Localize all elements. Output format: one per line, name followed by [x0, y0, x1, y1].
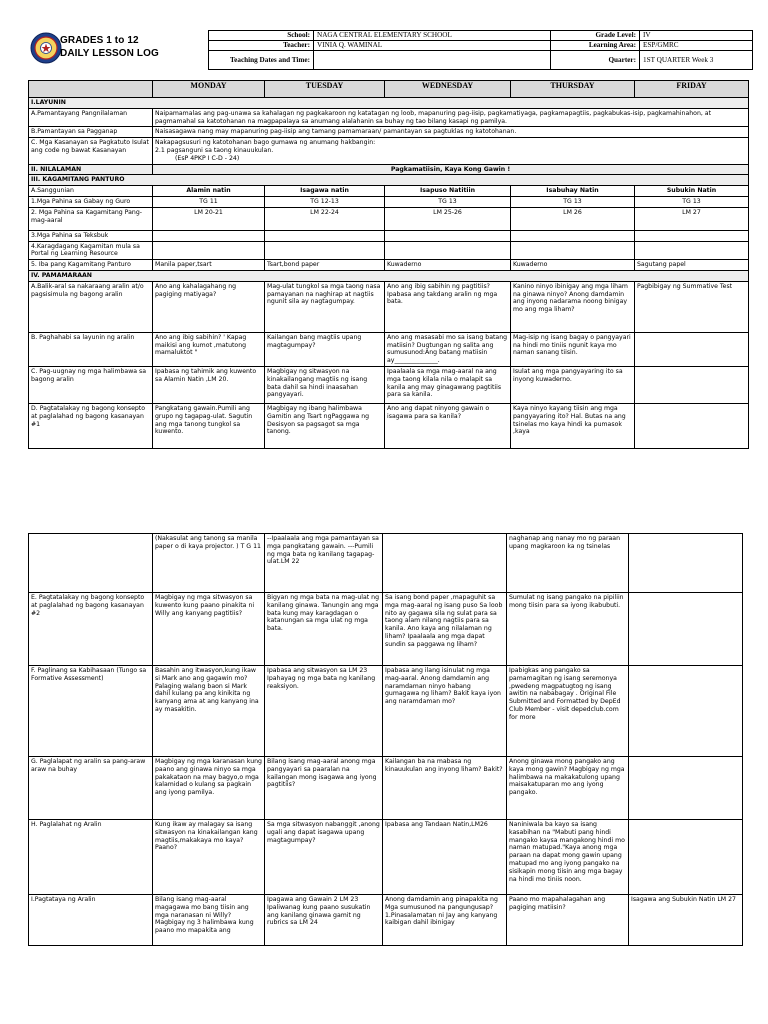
sanggunian-monday: Alamin natin: [153, 186, 265, 197]
procedure-cell-friday: Pagbibigay ng Summative Test: [635, 281, 749, 332]
procedure-row: [29, 281, 749, 332]
procedure-cell-thursday: Kanino ninyo ibinigay ang mga liham na ginawa ninyo? Anong damdamin ang inyong nadarama noong binigay mo ang mga liham?: [511, 281, 635, 332]
section-kagamitan-label: III. KAGAMITANG PANTURO: [29, 175, 749, 186]
procedure-row: [29, 534, 743, 593]
teacher-value: VINIA Q. WAMINAL: [314, 41, 551, 51]
teksbuk-cell: [635, 230, 749, 241]
sanggunian-thursday: Isabuhay Natin: [511, 186, 635, 197]
procedure-cell-tuesday: Bigyan ng mga bata na mag-ulat ng kanilang ginawa. Tanungin ang mga bata kung may karagdagan o katanungan sa mga ulat ng mga bata.: [265, 593, 383, 666]
day-header-row: [29, 81, 749, 98]
procedure-cell-monday: Ipabasa ng tahimik ang kuwento sa Alamin Natin ,LM 20.: [153, 366, 265, 403]
title-box: [24, 30, 232, 72]
title-line-1: GRADES 1 to 12: [60, 35, 139, 46]
gabay-tuesday: TG 12-13: [265, 196, 385, 207]
procedure-cell-wednesday: Ano ang dapat ninyong gawain o isagawa para sa kanila?: [385, 403, 511, 448]
gabay-thursday: TG 13: [511, 196, 635, 207]
procedure-cell-tuesday: Mag-ulat tungkol sa mga taong nasa pamayanan na naghirap at nagtiis ngunit sila ay nagtagumpay.: [265, 281, 385, 332]
day-friday: FRIDAY: [635, 81, 749, 98]
procedure-cell-monday: Ano ang ibig sabihin? ' Kapag maikisi ang kumot ,matutong mamaluktot ": [153, 332, 265, 366]
procedure-cell-friday: [635, 403, 749, 448]
procedure-cell-friday: [635, 332, 749, 366]
iba-friday: Sagutang papel: [635, 260, 749, 271]
procedure-row-label: C. Pag-uugnay ng mga halimbawa sa bagong aralin: [29, 366, 153, 403]
procedure-row: [29, 895, 743, 946]
procedure-row: [29, 366, 749, 403]
dates-value: [314, 51, 551, 70]
teksbuk-cell: [153, 230, 265, 241]
procedure-cell-wednesday: Ano ang ibig sabihin ng pagtitiis? Ipabasa ang takdang aralin ng mga bata.: [385, 281, 511, 332]
row-sanggunian: [29, 186, 749, 197]
area-label: Learning Area:: [551, 41, 640, 51]
procedure-cell-tuesday: Magbigay ng ibang halimbawa Gamitin ang Tsart ngPaggawa ng Desisyon sa pagsagot sa mga tanong.: [265, 403, 385, 448]
row-label: C. Mga Kasanayan sa Pagkatuto Isulat ang code ng bawat Kasanayan: [29, 138, 153, 164]
day-header-blank: [29, 81, 153, 98]
procedure-row: [29, 666, 743, 757]
procedure-cell-tuesday: Kailangan bang magtiis upang magtagumpay?: [265, 332, 385, 366]
sanggunian-tuesday: Isagawa natin: [265, 186, 385, 197]
procedure-cell-tuesday: Bilang isang mag-aaral anong mga pangyayari sa paaralan na kailangan mong isagawa ang iyong pagtitiis?: [265, 757, 383, 820]
deped-seal-icon: [30, 32, 62, 64]
teksbuk-cell: [265, 230, 385, 241]
procedure-row: [29, 820, 743, 895]
section-kagamitan: [29, 175, 749, 186]
kasanayan-line-2: 2.1 pagsanguni sa taong kinauukulan.: [155, 146, 274, 154]
procedure-cell-monday: Pangkatang gawain.Pumili ang grupo ng tagapag-ulat. Sagutin ang mga tanong tungkol sa kuwento.: [153, 403, 265, 448]
sanggunian-friday: Subukin Natin: [635, 186, 749, 197]
row-label: 2. Mga Pahina sa Kagamitang Pang-mag-aaral: [29, 207, 153, 230]
procedure-row-label: B. Paghahabi sa layunin ng aralin: [29, 332, 153, 366]
title-line-2: DAILY LESSON LOG: [60, 48, 159, 59]
procedure-cell-tuesday: --Ipaalaala ang mga pamantayan sa mga pangkatang gawain. ---Pumili ng mga bata ng kanilang tagapag-ulat.LM 22: [265, 534, 383, 593]
karagdagang-cell: [265, 241, 385, 260]
gabay-friday: TG 13: [635, 196, 749, 207]
procedure-cell-wednesday: Kailangan ba na mabasa ng kinauukulan ang inyong liham? Bakit?: [383, 757, 507, 820]
area-value: ESP/GMRC: [640, 41, 753, 51]
procedure-cell-wednesday: Sa isang bond paper ,mapaguhit sa mga mag-aaral ng isang puso Sa loob nito ay gagawa sila ng sulat para sa taong alam nilang nagtiis para sa kanila. Ano kaya ang nilalaman ng liham? Ipaalaala ang mga dapat sundin sa paggawa ng liham?: [383, 593, 507, 666]
procedure-cell-wednesday: Ipabasa ang Tandaan Natin,LM26: [383, 820, 507, 895]
grade-label: Grade Level:: [551, 31, 640, 41]
kagamitang-friday: LM 27: [635, 207, 749, 230]
procedure-cell-tuesday: Sa mga sitwasyon nabanggit ,anong ugali ang dapat isagawa upang magtagumpay?: [265, 820, 383, 895]
row-label: 3.Mga Pahina sa Teksbuk: [29, 230, 153, 241]
karagdagang-cell: [385, 241, 511, 260]
procedure-row-label: D. Pagtatalakay ng bagong konsepto at paglalahad ng bagong kasanayan #1: [29, 403, 153, 448]
info-table: [208, 30, 753, 70]
row-pagganap: [29, 127, 749, 138]
row-content: Naisasagawa nang may mapanuring pag-iisip ang tamang pamamaraan/ pamantayan sa pagtuklas ng katotohanan.: [153, 127, 749, 138]
section-layunin: [29, 98, 749, 109]
procedure-cell-thursday: Anong ginawa mong pangako ang kaya mong gawin? Magbigay ng mga halimbawa na makakatulong upang maisakatuparan mo ang iyong pangako.: [507, 757, 629, 820]
procedure-cell-tuesday: Ipagawa ang Gawain 2 LM 23 Ipaliwanag kung paano susukatin ang kanilang ginawa gamit ng rubrics sa LM 24: [265, 895, 383, 946]
procedure-cell-wednesday: Ipaalaala sa mga mag-aaral na ang mga taong kilala nila o malapit sa kanila ang may ginagawang pagtitiis para sa kanila.: [385, 366, 511, 403]
procedure-cell-thursday: Sumulat ng isang pangako na pipiliin mong tiisin para sa iyong ikabubuti.: [507, 593, 629, 666]
procedure-cell-thursday: Kaya ninyo kayang tiisin ang mga pangyayaring ito? Hal. Butas na ang tsinelas mo kaya hindi ka pumasok ,kaya: [511, 403, 635, 448]
iba-wednesday: Kuwaderno: [385, 260, 511, 271]
row-label: 5. Iba pang Kagamitang Panturo: [29, 260, 153, 271]
row-iba: [29, 260, 749, 271]
procedure-cell-monday: Basahin ang itwasyon,kung ikaw si Mark ano ang gagawin mo? Palaging walang baon si Mark dahil kulang pa ang kinikita ng kanyang ama at ang kanyang ina ay masakitin.: [153, 666, 265, 757]
procedure-cell-tuesday: Magbigay ng sitwasyon na kinakailangang magtiis ng isang bata dahil sa hindi inaasahan pangyayari.: [265, 366, 385, 403]
procedure-cell-monday: Magbigay ng mga sitwasyon sa kuwento kung paano pinakita ni Willy ang kanyang pagtitiis?: [153, 593, 265, 666]
procedure-cell-monday: Kung ikaw ay malagay sa isang sitwasyon na kinakailangan kang magtiis,makakaya mo kaya?Paano?: [153, 820, 265, 895]
kagamitang-wednesday: LM 25-26: [385, 207, 511, 230]
iba-tuesday: Tsart,bond paper: [265, 260, 385, 271]
school-label: School:: [209, 31, 314, 41]
row-kagamitang: [29, 207, 749, 230]
procedure-row-label: G. Paglalapat ng aralin sa pang-araw araw na buhay: [29, 757, 153, 820]
procedure-cell-friday: [629, 820, 743, 895]
section-pamamaraan: [29, 270, 749, 281]
procedure-cell-monday: (Nakasulat ang tanong sa manila paper o di kaya projector. ) T G 11: [153, 534, 265, 593]
procedure-cell-tuesday: Ipabasa ang sitwasyon sa LM 23 Ipahayag ng mga bata ng kanilang reaksiyon.: [265, 666, 383, 757]
row-content: [153, 138, 749, 164]
kagamitang-monday: LM 20-21: [153, 207, 265, 230]
sanggunian-wednesday: Isapuso Natitiin: [385, 186, 511, 197]
teksbuk-cell: [385, 230, 511, 241]
procedure-rows-page-2: [29, 534, 743, 946]
procedure-cell-monday: Ano ang kahalagahang ng pagiging matiyaga?: [153, 281, 265, 332]
procedure-row-label: A.Balik-aral sa nakaraang aralin at/o pagsisimula ng bagong aralin: [29, 281, 153, 332]
section-pamamaraan-label: IV. PAMAMARAAN: [29, 270, 749, 281]
procedure-cell-friday: [629, 757, 743, 820]
kagamitang-thursday: LM 26: [511, 207, 635, 230]
grade-value: IV: [640, 31, 753, 41]
karagdagang-cell: [153, 241, 265, 260]
dates-label: Teaching Dates and Time:: [209, 51, 314, 70]
karagdagang-cell: [511, 241, 635, 260]
row-teksbuk: [29, 230, 749, 241]
procedure-cell-wednesday: Ano ang masasabi mo sa isang batang matiisin? Dugtungan ng salita ang sumusunod:Ang batang matiisin ay______________.: [385, 332, 511, 366]
procedure-cell-friday: Isagawa ang Subukin Natin LM 27: [629, 895, 743, 946]
procedure-row-label: [29, 534, 153, 593]
row-label: II. NILALAMAN: [29, 164, 153, 175]
procedure-cell-monday: Magbigay ng mga karanasan kung paano ang ginawa ninyo sa mga pakakataon na may bagyo,o mga kalamidad o kulang sa pagkain ang iyong pamilya.: [153, 757, 265, 820]
gabay-monday: TG 11: [153, 196, 265, 207]
procedure-cell-thursday: Ipabigkas ang pangako sa pamamagitan ng isang seremonya ,pwedeng magpatugtog ng isang awitin na nababagay . Original File Submitted and Formatted by DepEd Club Member - visit depedclub.com for more: [507, 666, 629, 757]
row-gabay: [29, 196, 749, 207]
row-karagdagang: [29, 241, 749, 260]
row-label: A.Pamantayang Pangnilalaman: [29, 108, 153, 127]
day-tuesday: TUESDAY: [265, 81, 385, 98]
procedure-cell-wednesday: [383, 534, 507, 593]
procedure-cell-wednesday: Anong damdamin ang pinapakita ng Mga sumusunod na pangungusap? 1.Pinasalamatan ni Jay ang kanyang kaibigan dahil ibinigay: [383, 895, 507, 946]
lesson-table-page-2: [28, 533, 743, 946]
karagdagang-cell: [635, 241, 749, 260]
teacher-label: Teacher:: [209, 41, 314, 51]
procedure-cell-thursday: Paano mo mapahalagahan ang pagiging matiisin?: [507, 895, 629, 946]
teksbuk-cell: [511, 230, 635, 241]
school-value: NAGA CENTRAL ELEMENTARY SCHOOL: [314, 31, 551, 41]
day-wednesday: WEDNESDAY: [385, 81, 511, 98]
day-thursday: THURSDAY: [511, 81, 635, 98]
day-monday: MONDAY: [153, 81, 265, 98]
procedure-cell-thursday: Naniniwala ba kayo sa isang kasabihan na "Mabuti pang hindi mangako kaysa mangakong hindi mo naman matupad."Kaya anong mga paraan na dapat mong gawin upang matupad mo ang iyong pangako na sisikapin mong tiisin ang mga bagay na hindi mo tiniis noon.: [507, 820, 629, 895]
row-content: Naipamamalas ang pag-unawa sa kahalagan ng pagkakaroon ng katatagan ng loob, mapanuring pag-iisip, pagkamatiyaga, pagkamapagtiis, pagkabukas-isip, pagkamahinahon, at pagmamahal sa katotohanan na magpapalaya sa anumang alalahanin sa buhay ng tao bilang kasapi ng pamilya.: [153, 108, 749, 127]
procedure-cell-thursday: Mag-isip ng isang bagay o pangyayari na hindi mo tiniis ngunit kaya mo naman sanang tiisin.: [511, 332, 635, 366]
iba-thursday: Kuwaderno: [511, 260, 635, 271]
procedure-cell-monday: Bilang isang mag-aaral magagawa mo bang tiisin ang mga naranasan ni Willy? Magbigay ng 3 halimbawa kung paano mo mapakita ang: [153, 895, 265, 946]
procedure-row: [29, 757, 743, 820]
procedure-cell-friday: [629, 593, 743, 666]
row-label: B.Pamantayan sa Pagganap: [29, 127, 153, 138]
nilalaman-topic: Pagkamatiisin, Kaya Kong Gawin !: [153, 164, 749, 175]
procedure-row-label: H. Paglalahat ng Aralin: [29, 820, 153, 895]
kasanayan-line-1: Nakapagsusuri ng katotohanan bago gumawa ng anumang hakbangin:: [155, 139, 376, 147]
procedure-row: [29, 593, 743, 666]
procedure-cell-friday: [629, 666, 743, 757]
procedure-cell-wednesday: Ipabasa ang ilang isinulat ng mga mag-aaral. Anong damdamin ang naramdaman ninyo habang gumagawa ng liham? Bakit kaya iyon ang naramdaman mo?: [383, 666, 507, 757]
row-label: A.Sanggunian: [29, 186, 153, 197]
quarter-value: 1ST QUARTER Week 3: [640, 51, 753, 70]
procedure-row-label: E. Pagtatalakay ng bagong konsepto at paglalahad ng bagong kasanayan #2: [29, 593, 153, 666]
row-pamantayang-pangnilalaman: [29, 108, 749, 127]
quarter-label: Quarter:: [551, 51, 640, 70]
kasanayan-code: (EsP 4PKP I C-D - 24): [175, 154, 240, 162]
procedure-cell-thursday: naghanap ang nanay mo ng paraan upang magkaroon ka ng tsinelas: [507, 534, 629, 593]
lesson-table-page-1: [28, 80, 749, 449]
procedure-row: [29, 403, 749, 448]
procedure-row-label: F. Paglinang sa Kabihasaan (Tungo sa Formative Assessment): [29, 666, 153, 757]
row-nilalaman: [29, 164, 749, 175]
row-kasanayan: [29, 138, 749, 164]
kagamitang-tuesday: LM 22-24: [265, 207, 385, 230]
section-layunin-label: I.LAYUNIN: [29, 98, 749, 109]
row-label: 4.Karagdagang Kagamitan mula sa Portal ng Learning Resource: [29, 241, 153, 260]
procedure-cell-friday: [629, 534, 743, 593]
procedure-cell-thursday: Isulat ang mga pangyayaring ito sa inyong kuwaderno.: [511, 366, 635, 403]
procedure-rows-page-1: [29, 281, 749, 448]
procedure-cell-friday: [635, 366, 749, 403]
procedure-row-label: I.Pagtataya ng Aralin: [29, 895, 153, 946]
gabay-wednesday: TG 13: [385, 196, 511, 207]
row-label: 1.Mga Pahina sa Gabay ng Guro: [29, 196, 153, 207]
procedure-row: [29, 332, 749, 366]
iba-monday: Manila paper,tsart: [153, 260, 265, 271]
